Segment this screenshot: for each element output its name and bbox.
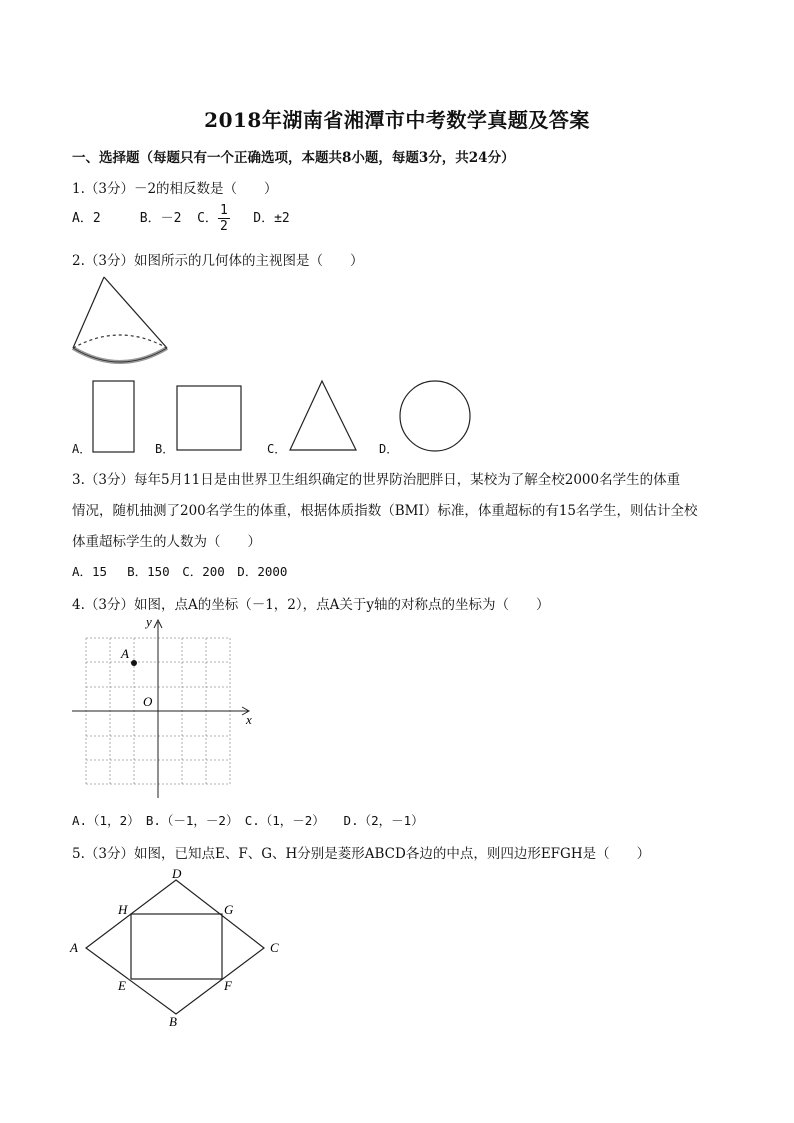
q5-stem: 5.（3分）如图，已知点E、F、G、H分别是菱形ABCD各边的中点，则四边形EFGH是（ ）	[72, 846, 651, 862]
vertex-e-label: E	[118, 978, 126, 993]
q1-option-c: C． $\frac{1}{2}$	[197, 203, 228, 234]
vertex-g-label: G	[224, 902, 234, 917]
rhombus-figure	[66, 866, 286, 1032]
section-heading: 一、选择题（每题只有一个正确选项，本题共8小题，每题3分，共24分）	[72, 150, 515, 166]
origin-label: O	[143, 694, 153, 709]
option-square-shape	[175, 384, 243, 452]
vertex-c-label: C	[270, 940, 279, 955]
q2-stem: 2.（3分）如图所示的几何体的主视图是（ ）	[72, 253, 364, 269]
vertex-b-label: B	[169, 1014, 177, 1029]
q1-option-d: D．±2	[253, 211, 290, 226]
q2-label-d: D．	[379, 442, 399, 456]
point-a	[131, 660, 137, 666]
point-a-label: A	[121, 646, 129, 661]
x-axis-label: x	[246, 712, 252, 727]
fraction: $\frac{1}{2}$	[219, 203, 228, 234]
option-triangle-shape	[286, 378, 360, 452]
vertex-h-label: H	[118, 902, 128, 917]
option-rectangle-shape	[92, 380, 136, 454]
q4-stem: 4.（3分）如图，点A的坐标（－1，2），点A关于y轴的对称点的坐标为（ ）	[72, 597, 550, 613]
y-axis-label: y	[146, 614, 152, 629]
q3-options: A．15 B．150 C．200 D．2000	[72, 564, 288, 579]
option-circle-shape	[398, 379, 474, 455]
cone-figure	[68, 272, 178, 372]
q1-options	[72, 203, 290, 234]
q4-options: A.（1，2） B.（－1，－2） C.（1，－2） D.（2，－1）	[72, 813, 424, 828]
rhombus-abcd	[86, 880, 264, 1014]
q2-label-c: C．	[267, 442, 287, 456]
vertex-d-label: D	[172, 866, 182, 881]
coordinate-grid-figure	[70, 614, 256, 802]
q1-option-a: A．2	[72, 211, 101, 226]
q3-line-2: 情况，随机抽测了200名学生的体重，根据体质指数（BMI）标准，体重超标的有15名学生，则估计全校	[72, 503, 698, 519]
q3-line-1: 3.（3分）每年5月11日是由世界卫生组织确定的世界防治肥胖日，某校为了解全校2000名学生的体重	[72, 472, 681, 488]
q1-option-b: B．－2	[139, 211, 182, 226]
q3-line-3: 体重超标学生的人数为（ ）	[72, 534, 261, 550]
q2-label-b: B．	[155, 442, 175, 456]
page-title: 2018年湖南省湘潭市中考数学真题及答案	[204, 108, 590, 132]
q1-stem: 1.（3分）－2的相反数是（ ）	[72, 181, 278, 197]
vertex-a-label: A	[70, 940, 78, 955]
vertex-f-label: F	[224, 978, 232, 993]
quadrilateral-efgh	[131, 914, 222, 979]
q2-label-a: A．	[72, 442, 92, 456]
